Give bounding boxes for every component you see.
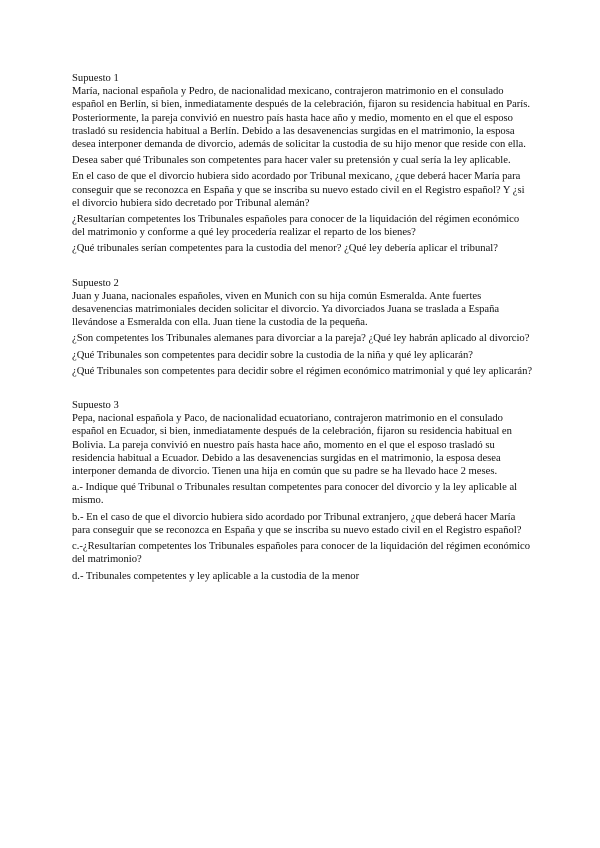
paragraph: ¿Resultarían competentes los Tribunales españoles para conocer de la liquidación del régimen económico del matrimonio y conforme a qué ley procedería realizar el reparto de los bienes?: [72, 214, 520, 239]
paragraph: b.- En el caso de que el divorcio hubiera sido acordado por Tribunal extranjero, ¿que deberá hacer María para conseguir que se reconozca en España y que se inscriba su nuevo estado civil en el Registro español?: [72, 511, 522, 536]
paragraph: En el caso de que el divorcio hubiera sido acordado por Tribunal mexicano, ¿que deberá hacer María para conseguir que se reconozca en España y que se inscriba su nuevo estado civil en el Registro español? Y ¿si el divorcio hubiera sido decretado por Tribunal alemán?: [72, 171, 525, 209]
paragraph: c.-¿Resultarían competentes los Tribunales españoles para conocer de la liquidación del régimen económico del matrimonio?: [72, 541, 531, 566]
section-heading: Supuesto 2: [72, 277, 119, 289]
section-supuesto-2: [72, 277, 534, 378]
paragraph: Desea saber qué Tribunales son competentes para hacer valer su pretensión y cual sería la ley aplicable.: [72, 155, 511, 167]
paragraph: ¿Son competentes los Tribunales alemanes para divorciar a la pareja? ¿Qué ley habrán aplicado al divorcio?: [72, 333, 530, 345]
paragraph: Juan y Juana, nacionales españoles, viven en Munich con su hija común Esmeralda. Ante fuertes desavenencias matrimoniales deciden solicitar el divorcio. Ya divorciados Juana se traslada a España llevándose a Esmeralda con ella. Juan tiene la custodia de la pequeña.: [72, 290, 500, 329]
section-heading: Supuesto 3: [72, 400, 119, 412]
paragraph: ¿Qué tribunales serían competentes para la custodia del menor? ¿Qué ley debería aplicar el tribunal?: [72, 243, 498, 255]
section-supuesto-3: [72, 399, 534, 583]
section-heading: Supuesto 1: [72, 73, 119, 84]
paragraph: a.- Indique qué Tribunal o Tribunales resultan competentes para conocer del divorcio y la ley aplicable al mismo.: [72, 482, 518, 507]
paragraph: ¿Qué Tribunales son competentes para decidir sobre la custodia de la niña y qué ley aplicarán?: [72, 349, 473, 361]
paragraph: María, nacional española y Pedro, de nacionalidad mexicano, contrajeron matrimonio en el consulado español en Berlín, si bien, inmediatamente después de la celebración, fijaron su residencia habitual en París. Posteriormente, la pareja convivió en nuestro país hasta hace año y medio, momento en el que el esposo trasladó su residencia habitual a Berlín. Debido a las desavenencias surgidas en el matrimonio, la esposa desea interponer demanda de divorcio, además de solicitar la custodia de su hijo menor que reside con ella.: [72, 86, 531, 151]
paragraph: ¿Qué Tribunales son competentes para decidir sobre el régimen económico matrimonial y qué ley aplicarán?: [72, 365, 533, 377]
document-page: [72, 72, 534, 604]
paragraph: Pepa, nacional española y Paco, de nacionalidad ecuatoriano, contrajeron matrimonio en el consulado español en Ecuador, si bien, inmediatamente después de la celebración, fijaron su residencia habitual en Bolivia. La pareja convivió en nuestro país hasta hace año, momento en el que el esposo trasladó su residencia habitual a Ecuador. Debido a las desavenencias surgidas en el matrimonio, la esposa desea interponer demanda de divorcio. Tienen una hija en común que su padre se ha llevado hace 2 meses.: [72, 413, 512, 478]
section-supuesto-1: [72, 72, 534, 256]
paragraph: d.- Tribunales competentes y ley aplicable a la custodia de la menor: [72, 570, 360, 582]
